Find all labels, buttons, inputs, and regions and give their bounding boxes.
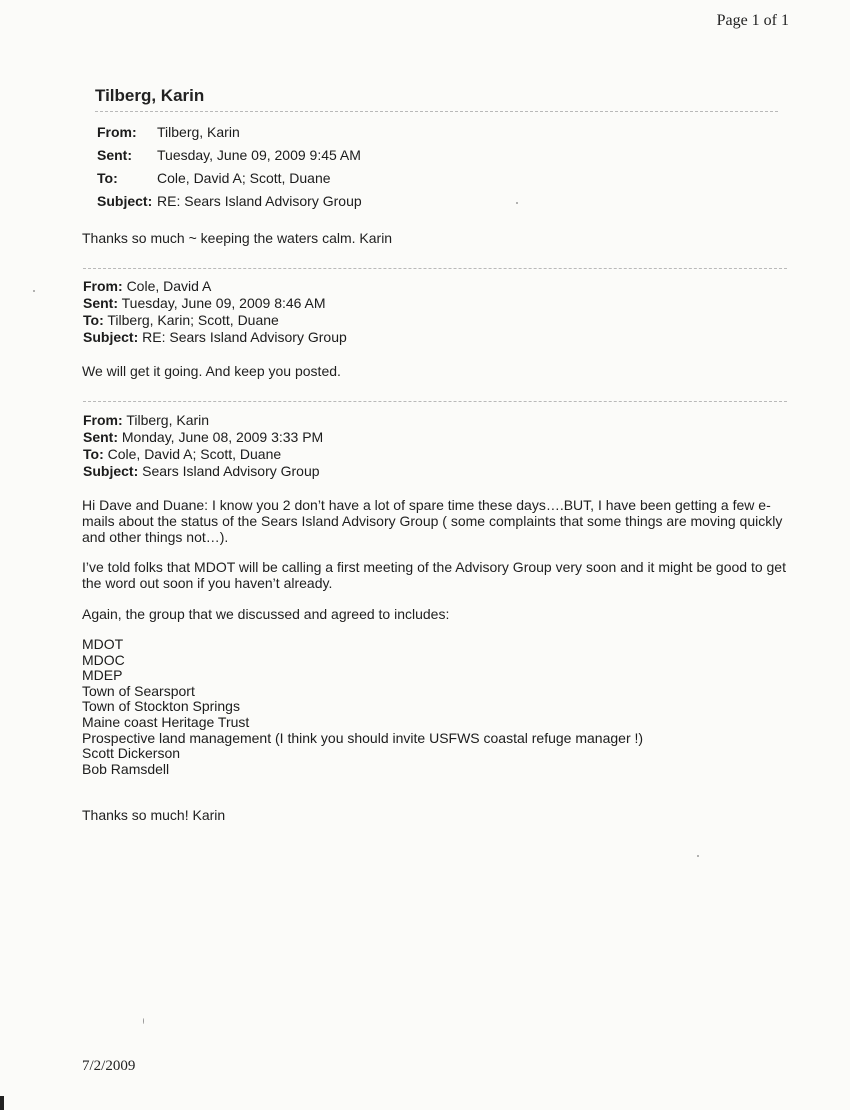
from-value: Tilberg, Karin <box>157 124 240 140</box>
advisory-group-list <box>82 637 643 777</box>
reply1-sent-row <box>83 295 326 312</box>
original-from-row <box>83 412 209 429</box>
original-to-label: To: <box>83 446 104 462</box>
header-from-row <box>97 123 240 141</box>
list-item: Town of Stockton Springs <box>82 698 240 715</box>
sender-title: Tilberg, Karin <box>95 86 205 105</box>
header-subject-row <box>97 192 362 210</box>
original-to-value: Cole, David A; Scott, Duane <box>107 446 282 462</box>
scan-speck <box>33 290 35 292</box>
reply1-sent-value: Tuesday, June 09, 2009 8:46 AM <box>121 295 326 311</box>
to-value: Cole, David A; Scott, Duane <box>157 170 331 186</box>
reply1-to-row <box>83 312 279 329</box>
message-body: Thanks so much ~ keeping the waters calm. Karin <box>82 230 393 246</box>
list-item: Prospective land management (I think you should invite USFWS coastal refuge manager !) <box>82 729 644 746</box>
list-item: Bob Ramsdell <box>82 760 170 777</box>
list-item: Town of Searsport <box>82 682 195 699</box>
reply1-body: We will get it going. And keep you posted. <box>82 363 341 379</box>
header-sent-row <box>97 146 361 164</box>
original-paragraph-3: Again, the group that we discussed and agreed to includes: <box>82 606 450 622</box>
reply1-from-label: From: <box>83 278 123 294</box>
scan-speck <box>697 855 699 857</box>
original-divider <box>83 401 787 402</box>
page-number: Page 1 of 1 <box>716 12 789 29</box>
from-label: From: <box>97 124 137 140</box>
original-paragraph-1: Hi Dave and Duane: I know you 2 don’t have a lot of spare time these days….BUT, I have been getting a few e-mails about the status of the Sears Island Advisory Group ( some complaints that some things are moving quickly and other things not…). <box>82 497 783 545</box>
print-date: 7/2/2009 <box>82 1058 136 1074</box>
list-item: MDOC <box>82 651 125 668</box>
list-item: Scott Dickerson <box>82 745 181 762</box>
original-paragraph-2: I’ve told folks that MDOT will be calling a first meeting of the Advisory Group very soon and it might be good to get the word out soon if you haven’t already. <box>82 559 786 591</box>
reply1-to-value: Tilberg, Karin; Scott, Duane <box>107 312 279 328</box>
header-to-row <box>97 169 331 187</box>
reply1-subject-row <box>83 329 347 346</box>
to-label: To: <box>97 170 118 186</box>
subject-value: RE: Sears Island Advisory Group <box>157 193 362 209</box>
original-from-label: From: <box>83 412 123 428</box>
list-item: MDEP <box>82 667 123 684</box>
closing-signoff: Thanks so much! Karin <box>82 807 226 823</box>
scan-edge <box>0 1096 4 1110</box>
original-subject-row <box>83 463 320 480</box>
reply1-subject-label: Subject: <box>83 329 139 345</box>
reply1-from-value: Cole, David A <box>126 278 212 294</box>
subject-label: Subject: <box>97 193 153 209</box>
original-sent-row <box>83 429 323 446</box>
original-to-row <box>83 446 281 463</box>
reply1-subject-value: RE: Sears Island Advisory Group <box>142 329 347 345</box>
original-subject-label: Subject: <box>83 463 139 479</box>
scan-speck <box>143 1018 144 1024</box>
scan-speck <box>516 202 518 204</box>
original-sent-label: Sent: <box>83 429 118 445</box>
reply-divider <box>83 268 787 269</box>
sent-value: Tuesday, June 09, 2009 9:45 AM <box>157 147 361 163</box>
reply1-sent-label: Sent: <box>83 295 118 311</box>
reply1-to-label: To: <box>83 312 104 328</box>
reply1-from-row <box>83 278 211 295</box>
list-item: MDOT <box>82 636 124 652</box>
list-item: Maine coast Heritage Trust <box>82 713 250 730</box>
original-subject-value: Sears Island Advisory Group <box>142 463 320 479</box>
sent-label: Sent: <box>97 147 132 163</box>
original-from-value: Tilberg, Karin <box>126 412 210 428</box>
original-sent-value: Monday, June 08, 2009 3:33 PM <box>121 429 324 445</box>
title-divider <box>95 111 778 112</box>
